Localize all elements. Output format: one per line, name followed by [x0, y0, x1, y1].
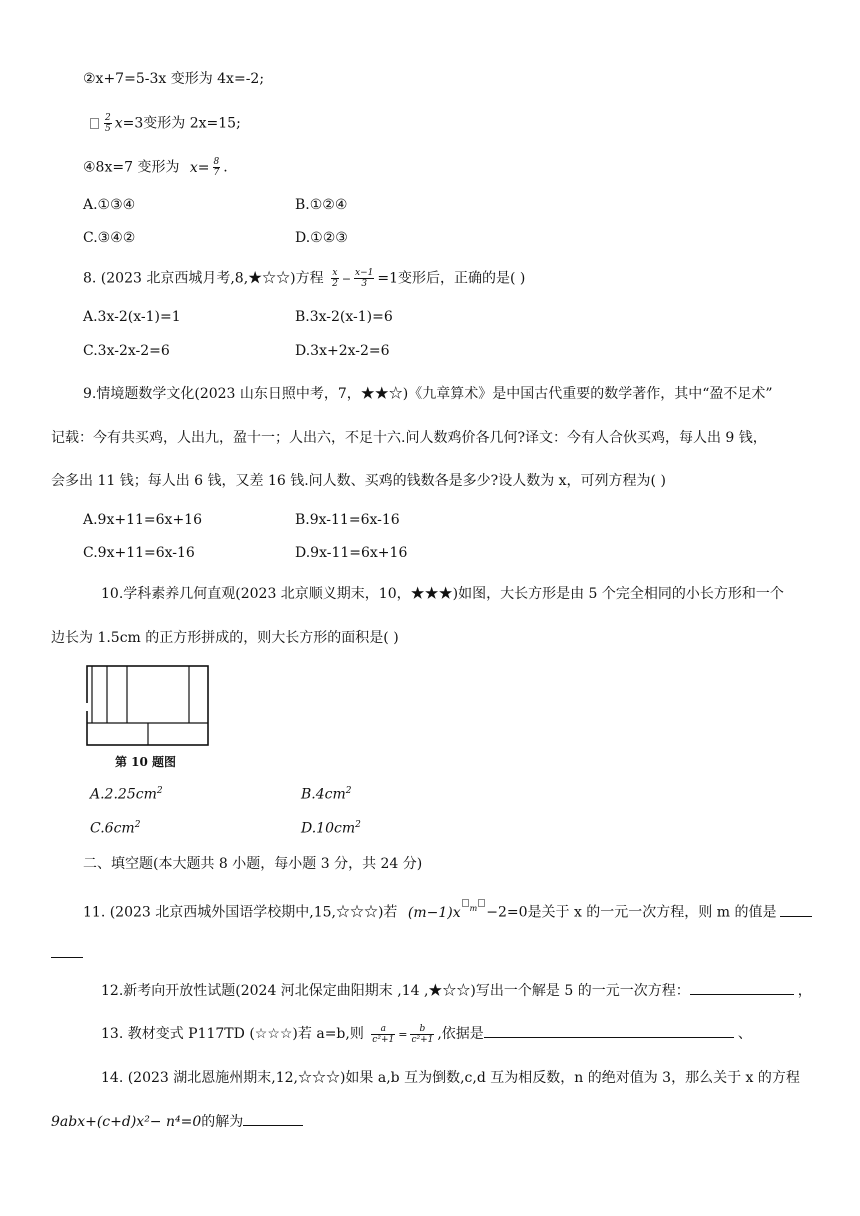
answer-blank[interactable] — [243, 1111, 303, 1126]
missing-glyph-icon — [90, 118, 99, 129]
fraction: $\frac{x-1}{3}$ — [355, 268, 374, 289]
q7-option-d: D.①②③ — [295, 230, 348, 246]
q11-blank-continued[interactable] — [51, 943, 83, 964]
q9-line-1: 9.情境题数学文化(2023 山东日照中考，7，★★☆)《九章算术》是中国古代重要的数学著作，其中“盈不足术” — [83, 386, 773, 402]
q8-option-d: D.3x+2x-2=6 — [295, 343, 390, 359]
q8-option-c: C.3x-2x-2=6 — [83, 343, 170, 359]
q12-stem: 12.新考向开放性试题(2024 河北保定曲阳期末 ,14 ,★☆☆)写出一个解是 5 的一元一次方程： ， — [101, 980, 812, 1001]
q10-option-c: $C.6cm^2$ — [90, 820, 141, 837]
q7-option-a: A.①③④ — [83, 197, 136, 213]
rectangle-figure — [86, 665, 212, 747]
q7-option-c: C.③④② — [83, 230, 136, 246]
q8-option-b: B.3x-2(x-1)=6 — [295, 309, 393, 325]
fraction: $\frac{8}{7}$ — [213, 157, 220, 178]
q11-stem: 11. (2023 北京西城外国语学校期中,15,☆☆☆)若 (m−1)x $^m$ −2=0是关于 x 的一元一次方程，则 m 的值是 — [83, 899, 812, 923]
fraction: $\frac{2}{5}$ — [105, 113, 111, 134]
q7-item-3: $\frac{2}{5}$ x=3变形为 2x=15; — [90, 113, 241, 134]
q9-option-c: C.9x+11=6x-16 — [83, 545, 195, 561]
q14-line-2: 9abx+(c+d)x²− n⁴=0的解为 — [51, 1111, 303, 1132]
q10-line-2: 边长为 1.5cm 的正方形拼成的，则大长方形的面积是( ) — [51, 630, 399, 646]
q14-line-1: 14. (2023 湖北恩施州期末,12,☆☆☆)如果 a,b 互为倒数,c,d 互为相反数，n 的绝对值为 3，那么关于 x 的方程 — [101, 1070, 800, 1086]
q10-option-b: $B.4cm^2$ — [301, 786, 352, 803]
answer-blank[interactable] — [51, 943, 83, 958]
fraction: $\frac{a}{\text{c²+1}}$ — [372, 1023, 395, 1045]
q7-item-4: ④8x=7 变形为 x= $\frac{8}{7}$ . — [83, 157, 228, 178]
q9-option-b: B.9x-11=6x-16 — [295, 512, 400, 528]
answer-blank[interactable] — [690, 980, 794, 995]
missing-glyph-icon — [478, 899, 485, 907]
q9-option-a: A.9x+11=6x+16 — [83, 512, 202, 528]
answer-blank[interactable] — [780, 902, 812, 917]
q7-option-b: B.①②④ — [295, 197, 348, 213]
q9-option-d: D.9x-11=6x+16 — [295, 545, 408, 561]
q8-option-a: A.3x-2(x-1)=1 — [83, 309, 181, 325]
missing-glyph-icon — [462, 899, 469, 907]
q8-stem: 8. (2023 北京西城月考,8,★☆☆)方程 $\frac{x}{2}$ − $\frac{x-1}{3}$ =1变形后，正确的是( ) — [83, 268, 526, 289]
fraction: $\frac{b}{\text{c²+1}}$ — [411, 1023, 434, 1045]
q10-option-a: $A.2.25cm^2$ — [90, 786, 163, 803]
answer-blank[interactable] — [484, 1023, 734, 1038]
q10-option-d: $D.10cm^2$ — [301, 820, 361, 837]
section-heading: 二、填空题(本大题共 8 小题，每小题 3 分，共 24 分) — [83, 856, 423, 872]
figure-caption: 第 10 题图 — [115, 755, 177, 769]
q13-stem: 13. 教材变式 P117TD (☆☆☆)若 a=b,则 $\frac{a}{\text{c²+1}}$ = $\frac{b}{\text{c²+1}}$ ,依据是 、 — [101, 1023, 752, 1045]
q10-line-1: 10.学科素养几何直观(2023 北京顺义期末，10，★★★)如图，大长方形是由 5 个完全相同的小长方形和一个 — [101, 586, 784, 602]
fraction: $\frac{x}{2}$ — [332, 268, 338, 289]
q7-item-2: ②x+7=5-3x 变形为 4x=-2; — [83, 71, 265, 87]
q9-line-2: 记载：今有共买鸡，人出九，盈十一；人出六，不足十六.问人数鸡价各几何?译文：今有人合伙买鸡，每人出 9 钱， — [51, 430, 767, 446]
q9-line-3: 会多出 11 钱；每人出 6 钱，又差 16 钱.问人数、买鸡的钱数各是多少?设人数为 x，可列方程为( ) — [51, 473, 666, 489]
